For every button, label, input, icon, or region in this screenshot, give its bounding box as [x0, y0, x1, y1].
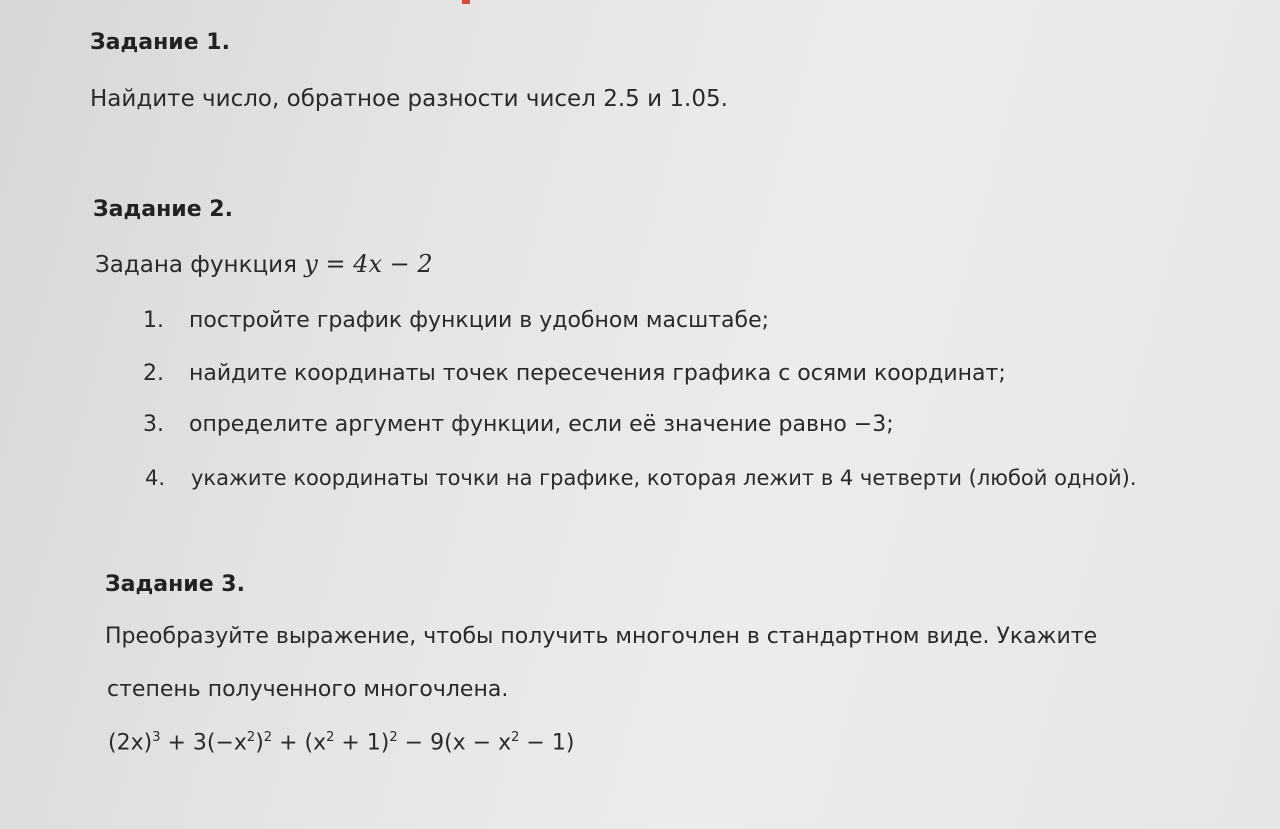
item-number: 4.: [145, 466, 166, 490]
expr-exponent: 2: [326, 730, 335, 745]
task1-text: Найдите число, обратное разности чисел 2.5 и 1.05.: [90, 86, 728, 112]
red-mark: [462, 0, 470, 4]
expr-part: − 1): [519, 730, 575, 756]
item-text: укажите координаты точки на графике, которая лежит в 4 четверти (любой одной).: [191, 466, 1137, 490]
expr-exponent: 2: [389, 730, 398, 745]
task3-heading: Задание 3.: [105, 572, 245, 597]
task3-line1: Преобразуйте выражение, чтобы получить многочлен в стандартном виде. Укажите: [105, 624, 1098, 649]
task1-heading: Задание 1.: [90, 30, 230, 55]
expr-part: + 3(−x: [160, 730, 247, 756]
task3-expression: [108, 730, 574, 755]
expr-exponent: 3: [152, 730, 161, 745]
item-number: 2.: [143, 361, 164, 386]
task2-item-4: [145, 466, 1137, 490]
expr-part: + 1): [334, 730, 390, 756]
task2-intro-line: [95, 250, 433, 278]
expr-exponent: 2: [263, 730, 273, 745]
expr-part: + (x: [272, 730, 327, 756]
item-number: 1.: [143, 308, 164, 333]
expr-part: (2x): [108, 730, 153, 756]
expr-part: ): [255, 730, 264, 756]
expr-exponent: 2: [246, 730, 256, 745]
expr-part: − 9(x − x: [397, 730, 512, 756]
task2-function: y = 4x − 2: [304, 250, 433, 278]
task2-item-2: [143, 361, 1006, 386]
task2-item-3: [143, 412, 894, 437]
item-number: 3.: [143, 412, 164, 437]
item-text: постройте график функции в удобном масштабе;: [189, 308, 770, 333]
task2-intro: Задана функция: [95, 252, 297, 278]
item-text: найдите координаты точек пересечения графика с осями координат;: [189, 361, 1006, 386]
task3-line2: степень полученного многочлена.: [107, 677, 509, 702]
task2-item-1: [143, 308, 769, 333]
expr-exponent: 2: [511, 730, 520, 745]
item-text: определите аргумент функции, если её значение равно −3;: [189, 412, 894, 437]
task2-heading: Задание 2.: [93, 197, 233, 222]
